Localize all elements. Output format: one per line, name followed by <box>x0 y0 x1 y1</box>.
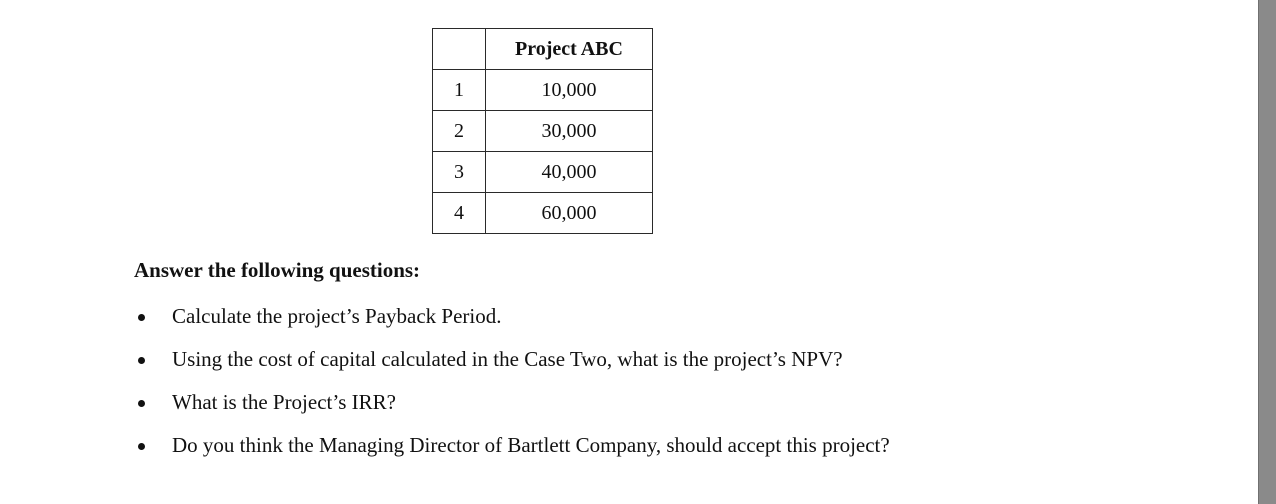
year-cell: 2 <box>433 111 486 152</box>
table-row <box>433 111 653 152</box>
bullet-icon <box>138 400 145 407</box>
question-text: What is the Project’s IRR? <box>172 390 396 414</box>
question-text: Do you think the Managing Director of Bartlett Company, should accept this project? <box>172 433 890 457</box>
table-header-year <box>433 29 486 70</box>
cash-flow-cell: 10,000 <box>486 70 653 111</box>
bullet-icon <box>138 443 145 450</box>
table-header-project: Project ABC <box>486 29 653 70</box>
question-text: Calculate the project’s Payback Period. <box>172 304 502 328</box>
cash-flow-cell: 40,000 <box>486 152 653 193</box>
year-cell: 3 <box>433 152 486 193</box>
table-header-row <box>433 29 653 70</box>
bullet-icon <box>138 357 145 364</box>
list-item <box>134 425 890 468</box>
list-item <box>134 339 890 382</box>
table-row <box>433 193 653 234</box>
list-item <box>134 296 890 339</box>
cash-flow-cell: 60,000 <box>486 193 653 234</box>
question-text: Using the cost of capital calculated in the Case Two, what is the project’s NPV? <box>172 347 843 371</box>
list-item <box>134 382 890 425</box>
bullet-icon <box>138 314 145 321</box>
questions-heading: Answer the following questions: <box>134 258 421 282</box>
cash-flow-cell: 30,000 <box>486 111 653 152</box>
table-row <box>433 70 653 111</box>
scrollbar[interactable] <box>1258 0 1276 504</box>
year-cell: 1 <box>433 70 486 111</box>
year-cell: 4 <box>433 193 486 234</box>
questions-list <box>134 296 890 468</box>
table-row <box>433 152 653 193</box>
cash-flow-table <box>432 28 653 234</box>
